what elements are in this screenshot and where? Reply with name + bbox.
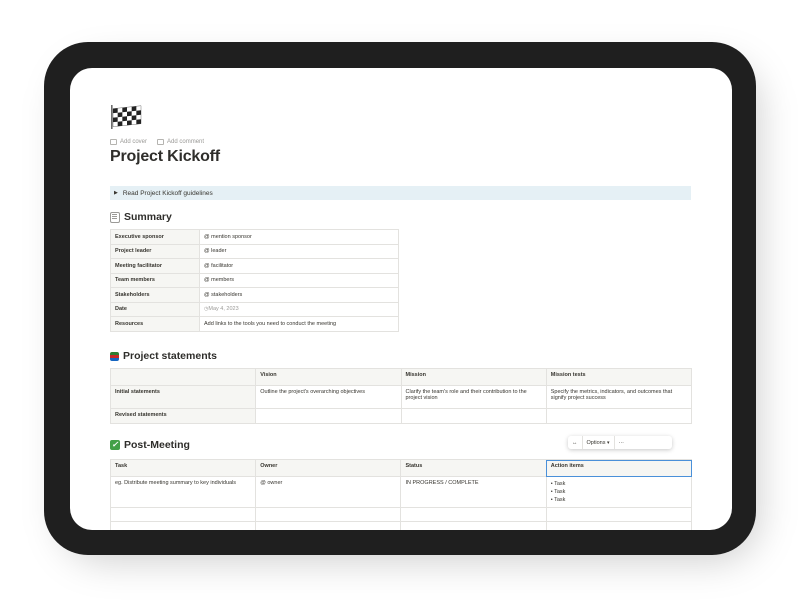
- page-meta-actions: [110, 139, 204, 145]
- column-header[interactable]: Vision: [256, 369, 401, 386]
- row-label[interactable]: Initial statements: [111, 386, 256, 409]
- guidelines-toggle[interactable]: [110, 186, 691, 200]
- row-key: Team members: [111, 273, 200, 288]
- table-cell[interactable]: Outline the project's overarching objectives: [256, 386, 401, 409]
- table-cell[interactable]: [256, 508, 401, 522]
- comment-icon: [157, 139, 164, 145]
- table-cell[interactable]: Specify the metrics, indicators, and outcomes that signify project success: [546, 386, 691, 409]
- row-key: Resources: [111, 317, 200, 332]
- statements-heading[interactable]: Project statements: [110, 350, 217, 362]
- column-header-selected[interactable]: Action items: [546, 460, 691, 477]
- date-value[interactable]: ◷May 4, 2023: [200, 302, 399, 317]
- list-item: • Task: [550, 497, 566, 503]
- row-value[interactable]: @ mention sponsor: [200, 230, 399, 245]
- table-row: [111, 522, 692, 531]
- action-items-list: [551, 480, 687, 504]
- post-meeting-table: [110, 459, 692, 530]
- table-cell[interactable]: [546, 477, 691, 508]
- list-item: • Task: [550, 481, 566, 487]
- list-item: • Task: [550, 489, 566, 495]
- table-cell[interactable]: eg. Distribute meeting summary to key individuals: [111, 477, 256, 508]
- table-cell[interactable]: [546, 522, 691, 531]
- document-icon: [110, 212, 120, 223]
- row-value[interactable]: @ members: [200, 273, 399, 288]
- table-cell[interactable]: @ owner: [256, 477, 401, 508]
- table-cell[interactable]: [256, 409, 401, 424]
- table-cell[interactable]: [546, 409, 691, 424]
- table-cell[interactable]: [256, 522, 401, 531]
- table-header-row: [111, 460, 692, 477]
- column-header[interactable]: Status: [401, 460, 546, 477]
- table-cell[interactable]: [546, 508, 691, 522]
- row-value[interactable]: @ stakeholders: [200, 288, 399, 303]
- table-cell[interactable]: [401, 522, 546, 531]
- table-cell[interactable]: [111, 522, 256, 531]
- statements-table: [110, 368, 692, 424]
- table-row: [111, 508, 692, 522]
- table-row: [111, 230, 399, 245]
- table-row: [111, 477, 692, 508]
- add-cover-button[interactable]: Add cover: [110, 139, 147, 145]
- column-header[interactable]: Task: [111, 460, 256, 477]
- page-title[interactable]: Project Kickoff: [110, 148, 220, 165]
- table-row: [111, 273, 399, 288]
- table-row: [111, 244, 399, 259]
- column-header[interactable]: Mission: [401, 369, 546, 386]
- toggle-triangle-icon[interactable]: ▶: [114, 190, 118, 196]
- chevron-down-icon: ▾: [607, 439, 610, 446]
- table-cell[interactable]: [111, 508, 256, 522]
- post-meeting-heading[interactable]: ✓ Post-Meeting: [111, 439, 190, 451]
- toggle-label: Read Project Kickoff guidelines: [122, 189, 213, 197]
- column-header[interactable]: Owner: [256, 460, 401, 477]
- table-cell[interactable]: [401, 508, 546, 522]
- row-key: Executive sponsor: [111, 230, 200, 245]
- books-icon: [110, 352, 119, 361]
- table-options-toolbar: [568, 436, 672, 449]
- table-cell[interactable]: [401, 409, 546, 424]
- notion-page-screen: [70, 68, 732, 530]
- table-row: [111, 386, 692, 409]
- row-value[interactable]: @ facilitator: [200, 259, 399, 274]
- summary-heading[interactable]: Summary: [110, 211, 172, 223]
- row-value[interactable]: Add links to the tools you need to conduct the meeting: [200, 317, 399, 332]
- checkered-flag-icon: [110, 104, 142, 130]
- table-row: [111, 259, 399, 274]
- row-key: Meeting facilitator: [111, 259, 200, 274]
- summary-table: [110, 229, 399, 332]
- resize-width-icon[interactable]: ↔: [572, 439, 578, 446]
- column-header[interactable]: [111, 369, 256, 386]
- table-row: [111, 409, 692, 424]
- row-value[interactable]: @ leader: [200, 244, 399, 259]
- column-header[interactable]: Mission tests: [546, 369, 691, 386]
- table-row: [111, 302, 399, 317]
- add-comment-button[interactable]: Add comment: [157, 139, 204, 145]
- more-options-icon[interactable]: ···: [614, 436, 629, 449]
- image-icon: [110, 139, 117, 145]
- options-button[interactable]: Options ▾: [582, 436, 614, 449]
- table-header-row: [111, 369, 692, 386]
- table-row: [111, 317, 399, 332]
- row-key: Project leader: [111, 244, 200, 259]
- table-row: [111, 288, 399, 303]
- table-cell[interactable]: IN PROGRESS / COMPLETE: [401, 477, 546, 508]
- clock-icon: ◷: [204, 306, 209, 313]
- table-cell[interactable]: Clarify the team's role and their contribution to the project vision: [401, 386, 546, 409]
- row-key: Date: [111, 302, 200, 317]
- check-mark-icon: ✓: [111, 440, 119, 449]
- row-label[interactable]: Revised statements: [111, 409, 256, 424]
- row-key: Stakeholders: [111, 288, 200, 303]
